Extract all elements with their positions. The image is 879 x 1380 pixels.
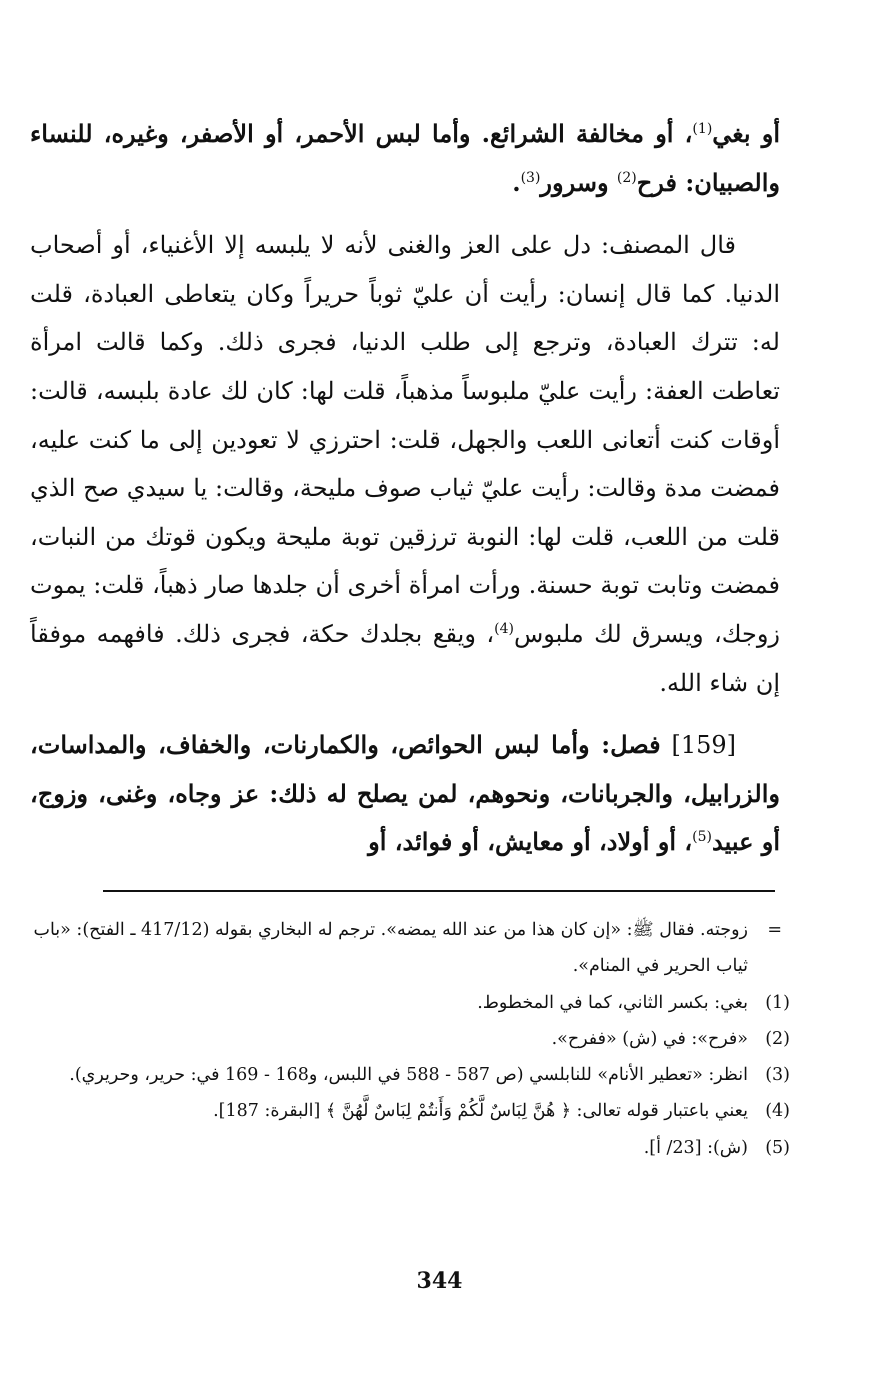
footnote-5 <box>30 1130 790 1166</box>
page-number: 344 <box>416 1268 463 1294</box>
footnote-text: انظر: «تعطير الأنام» للنابلسي (ص 587 - 588 في اللبس، و168 - 169 في: حرير، وحريري). <box>69 1065 748 1086</box>
continuation-marker: = <box>767 920 782 940</box>
footnote-continuation <box>30 912 790 985</box>
footnote-number: (5) <box>765 1137 790 1158</box>
text-run: وسرور <box>540 167 617 197</box>
footnote-ref-1[interactable]: (1) <box>692 121 713 137</box>
text-run: أو بغي <box>712 119 781 148</box>
footnote-2 <box>30 1021 790 1057</box>
footnote-ref-3[interactable]: (3) <box>520 169 541 186</box>
footnote-ref-5[interactable]: (5) <box>692 829 712 846</box>
paragraph-1 <box>30 110 780 207</box>
paragraph-3 <box>30 721 780 867</box>
footnote-ref-4[interactable]: (4) <box>494 620 514 637</box>
footnote-text: يعني باعتبار قوله تعالى: ﴿ هُنَّ لِبَاسٌ لَّكُمْ وَأَنتُمْ لِبَاسٌ لَّهُنَّ ﴾ [البقرة: 187]. <box>213 1101 748 1122</box>
footnote-number: (3) <box>765 1065 790 1086</box>
main-text <box>30 110 780 867</box>
text-run: وأما لبس الحوائص، والكمارنات، والخفاف، والمداسات، والزرابيل، والجربانات، ونحوهم، لمن يصلح له ذلك: عز وجاه، وغنى، وزوج، أو عبيد <box>30 730 780 857</box>
footnote-4 <box>30 1093 790 1129</box>
footnote-ref-2[interactable]: (2) <box>616 169 637 186</box>
footnote-text: بغي: بكسر الثاني، كما في المخطوط. <box>477 992 748 1013</box>
footnote-3 <box>30 1057 790 1093</box>
text-run: . <box>512 167 521 197</box>
footnotes <box>30 912 790 1166</box>
footnote-number: (4) <box>765 1101 790 1122</box>
footnote-text: (ش): [23/ أ]. <box>643 1137 748 1158</box>
text-run: قال المصنف: دل على العز والغنى لأنه لا يلبسه إلا الأغنياء، أو أصحاب الدنيا. كما قال إنسان: رأيت أن عليّ ثوباً حريراً وكان يتعاطى العبادة، قلت له: تترك العبادة، وترجع إلى طلب الدنيا، فجرى ذلك. وكما قالت امرأة تعاطت العفة: رأيت عليّ ملبوساً مذهباً، قلت لها: كان لك عادة بلبسه، قالت: أوقات كنت أتعانى اللعب والجهل، قلت: احترزي لا تعودين إلى ما كنت عليه، فمضت مدة وقالت: رأيت عليّ ثياب صوف مليحة، وقالت: يا سيدي صح الذي قلت من اللعب، قلت لها: النوبة ترزقين توبة مليحة ويكون قوتك من النبات، فمضت وتابت توبة حسنة. ورأت امرأة أخرى أن جلدها صار ذهباً، قلت: يموت زوجك، ويسرق لك ملبوس <box>30 231 780 648</box>
footnote-1 <box>30 985 790 1021</box>
text-run: ، أو أولاد، أو معايش، أو فوائد، أو <box>368 827 693 857</box>
footnote-text: زوجته. فقال ﷺ: «إن كان هذا من عند الله يمضه». ترجم له البخاري بقوله (417/12 ـ الفتح): «باب ثياب الحرير في المنام». <box>33 920 748 977</box>
section-heading: فصل: <box>601 730 661 760</box>
section-number: [159] <box>671 731 737 760</box>
footnote-divider <box>103 890 775 892</box>
text-run: ، أو مخالفة الشرائع. وأما لبس الأحمر، أو الأصفر، وغيره، للنساء والصبيان: فرح <box>30 119 780 197</box>
text-run: ، ويقع بجلدك حكة، فجرى ذلك. فافهمه موفقاً إن شاء الله. <box>30 619 780 697</box>
paragraph-2 <box>30 221 780 707</box>
footnote-number: (2) <box>765 1028 790 1049</box>
footnote-text: «فرح»: في (ش) «ففرح». <box>551 1028 748 1049</box>
footnote-number: (1) <box>765 992 790 1013</box>
